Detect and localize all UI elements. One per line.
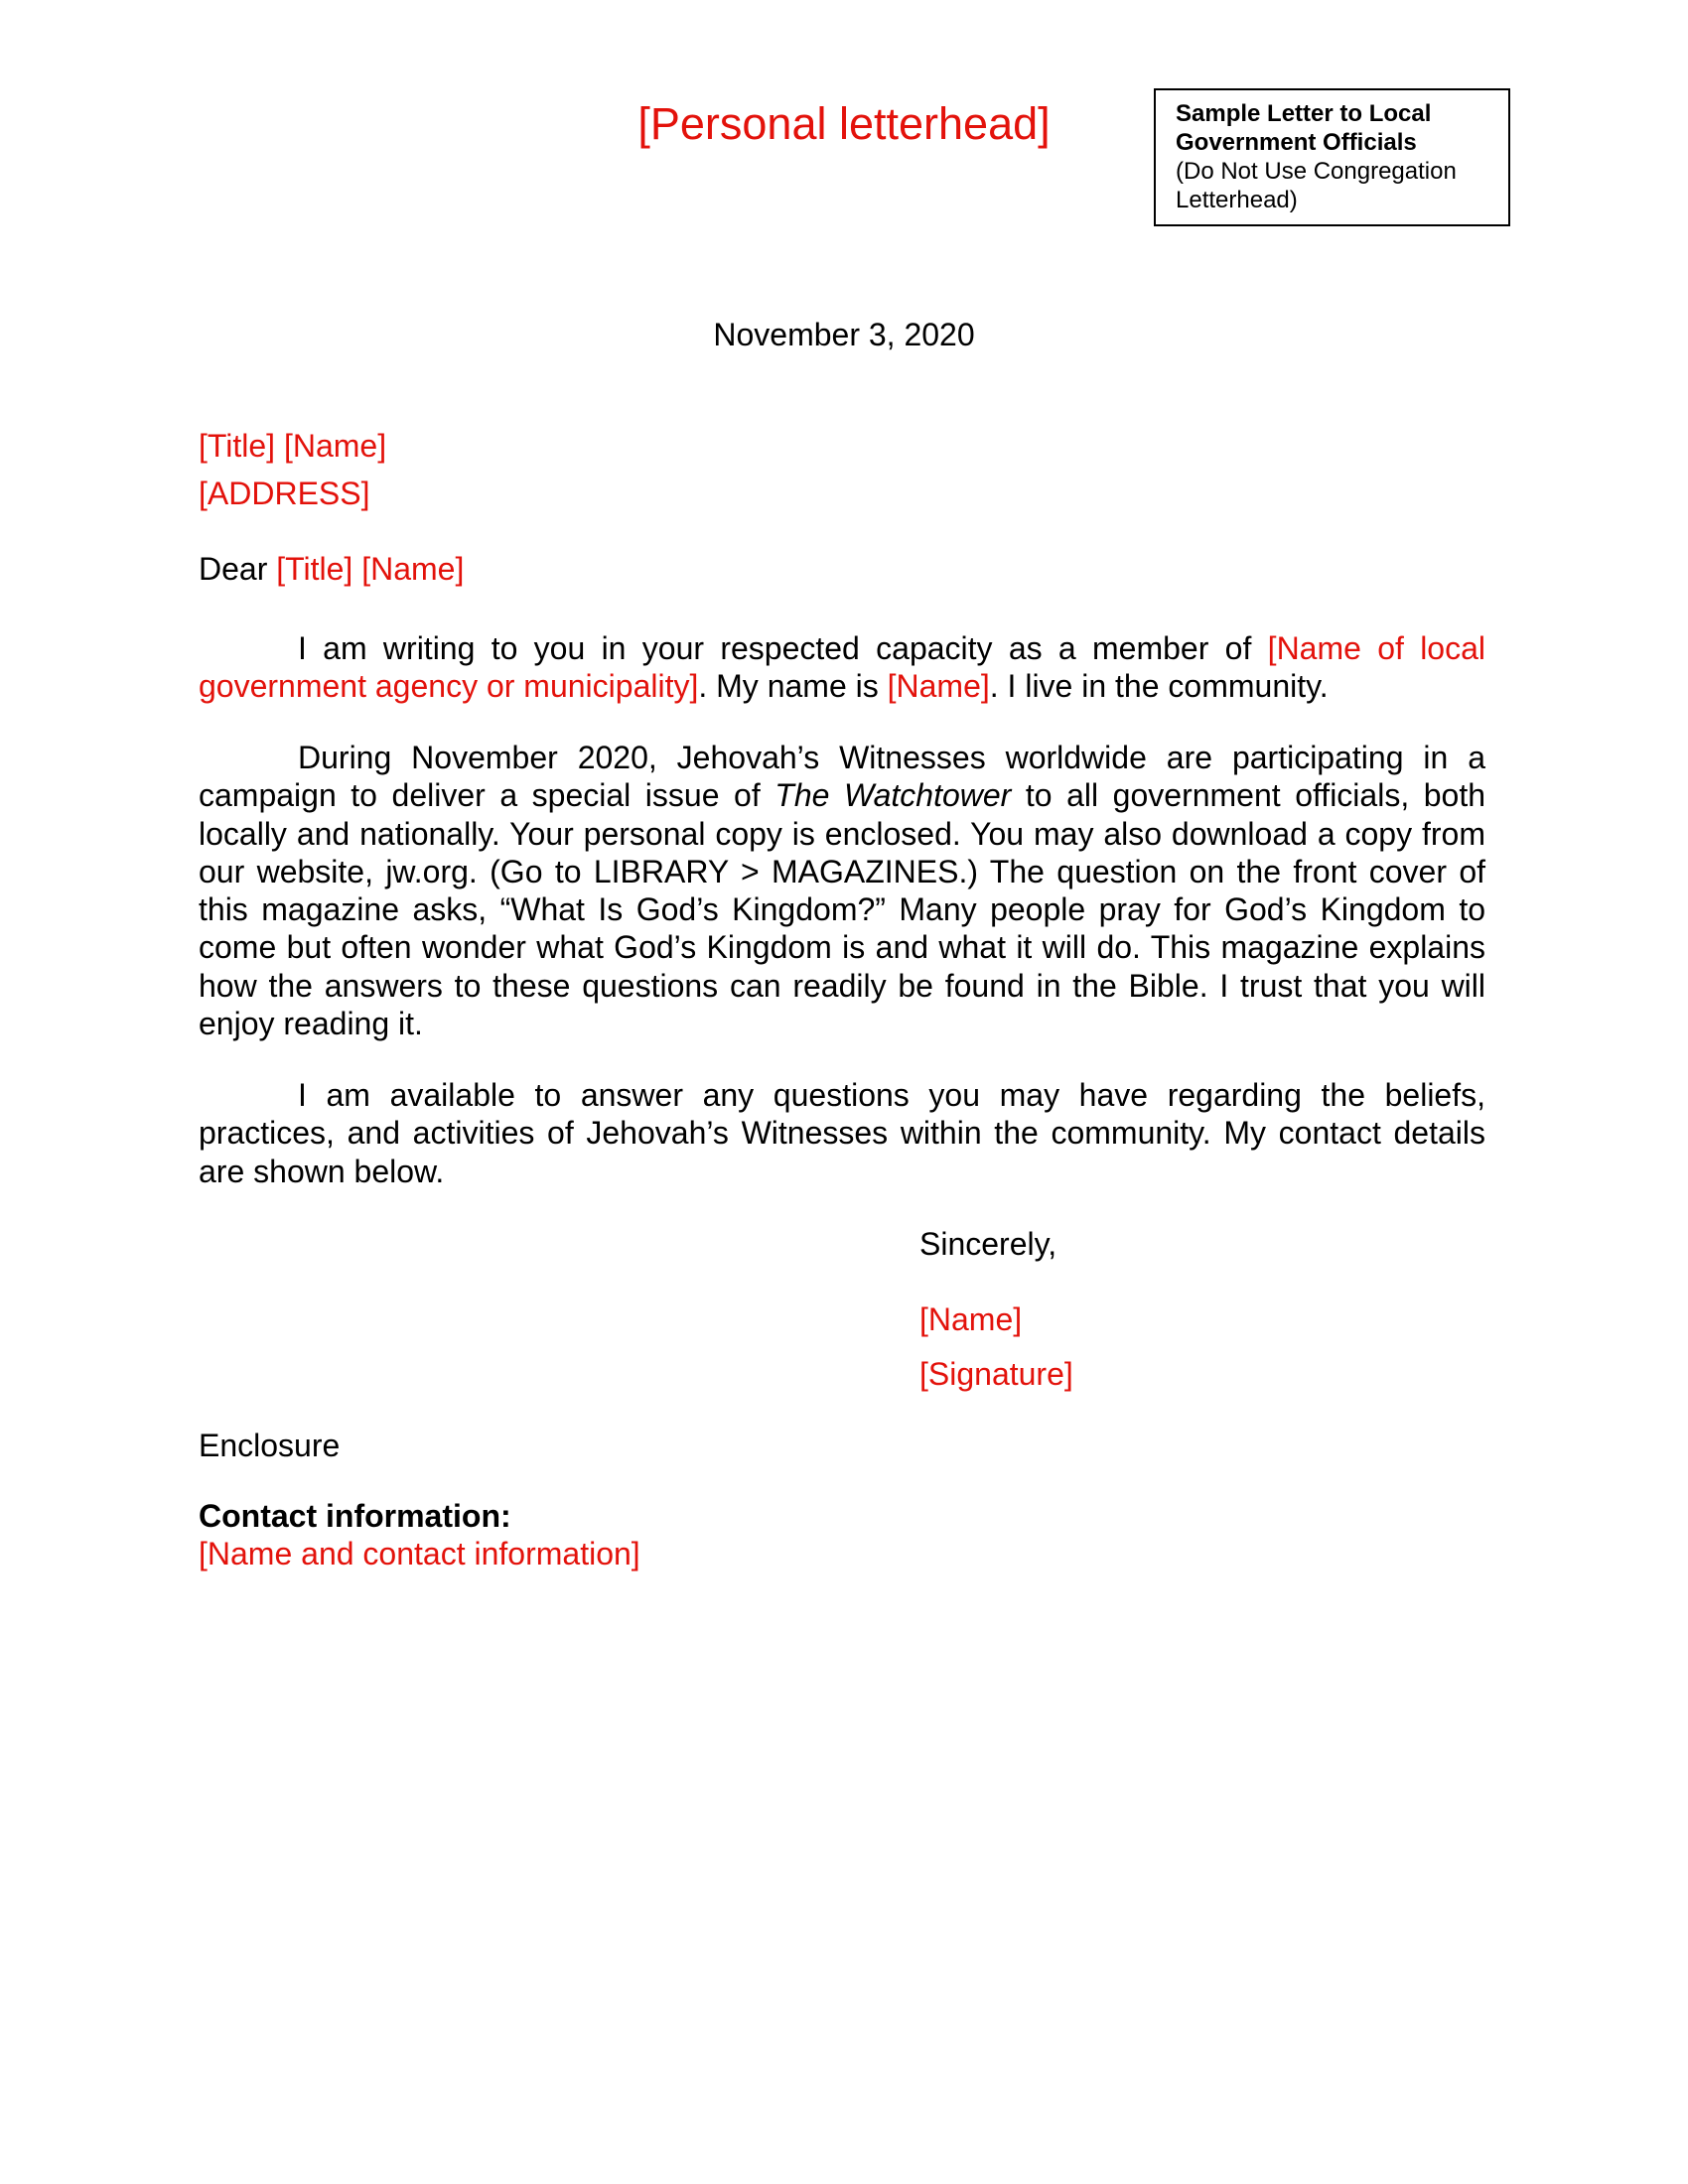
- paragraph-1-after: . I live in the community.: [989, 668, 1329, 705]
- salutation: [199, 550, 464, 588]
- closing-signature: [Signature]: [919, 1356, 1073, 1392]
- recipient-address: [ADDRESS]: [199, 476, 370, 511]
- paragraph-1-before: I am writing to you in your respected capacity as a member of: [298, 630, 1252, 666]
- salutation-title: [Title]: [276, 551, 353, 587]
- paragraph-1-name: [Name]: [887, 668, 990, 705]
- sample-letter-notice-box: [1154, 88, 1510, 226]
- contact-heading: Contact information:: [199, 1498, 511, 1534]
- paragraph-1-middle: . My name is: [698, 668, 879, 705]
- notice-line-1: Sample Letter to Local: [1176, 100, 1432, 127]
- recipient-title-name: [Title] [Name]: [199, 428, 387, 464]
- magazine-title: The Watchtower: [774, 777, 1012, 814]
- paragraph-3: [199, 1076, 1485, 1190]
- closing-name: [Name]: [919, 1301, 1023, 1337]
- salutation-name: [Name]: [361, 551, 465, 587]
- contact-details: [Name and contact information]: [199, 1536, 640, 1571]
- paragraph-2-after: to all government officials, both locally and nationally. Your personal copy is enclosed. You may also download a copy from our website, jw.org. (Go to LIBRARY > MAGAZINES.) The question on the front cover of this magazine asks, “What Is God’s Kingdom?” Many people pray for God’s Kingdom to come but often wonder what God’s Kingdom is and what it will do. This magazine explains how the answers to these questions can readily be found in the Bible. I trust that you will enjoy reading it.: [199, 777, 1486, 1042]
- closing-sincerely: Sincerely,: [919, 1226, 1057, 1262]
- letter-date: November 3, 2020: [713, 317, 975, 352]
- paragraph-2-before: During November 2020, Jehovah’s Witnesses worldwide are participating in a campaign to deliver a special issue of: [199, 740, 1485, 814]
- paragraph-3-text: I am available to answer any questions you may have regarding the beliefs, practices, and activities of Jehovah’s Witnesses within the community. My contact details are shown below.: [199, 1077, 1485, 1189]
- notice-line-2: Government Officials: [1176, 129, 1417, 156]
- paragraph-2: [199, 739, 1485, 1042]
- enclosure-note: Enclosure: [199, 1428, 341, 1463]
- salutation-prefix: Dear: [199, 551, 268, 587]
- notice-line-3: (Do Not Use Congregation: [1176, 158, 1457, 185]
- paragraph-1-agency: [Name of local government agency or municipality]: [199, 630, 1486, 705]
- paragraph-1: [199, 629, 1485, 706]
- notice-line-4: Letterhead): [1176, 187, 1298, 213]
- letterhead-placeholder: [Personal letterhead]: [637, 98, 1051, 149]
